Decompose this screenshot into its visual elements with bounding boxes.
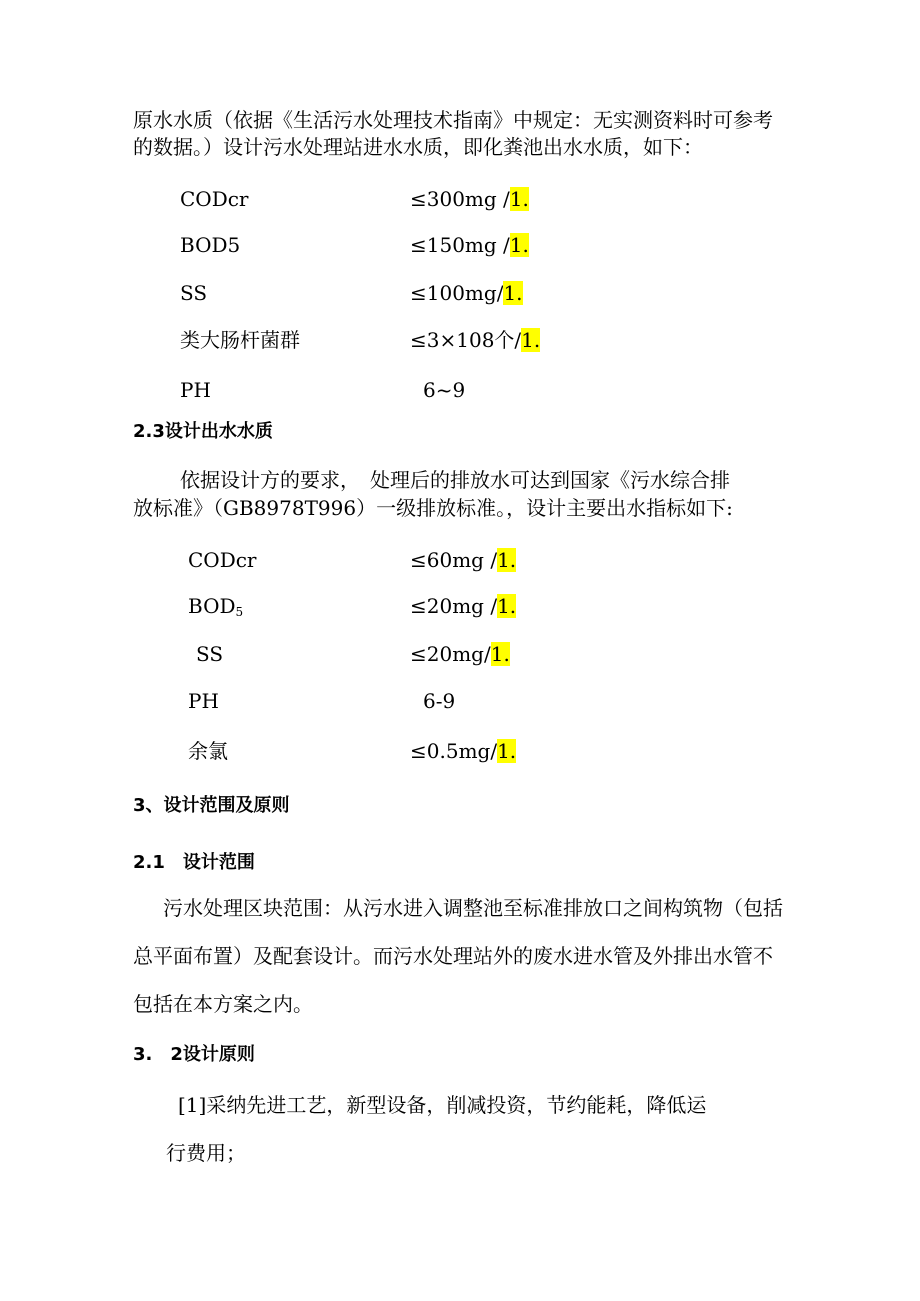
unit-highlight: 1. xyxy=(497,548,517,572)
influent-value: ≤3×108个/1. xyxy=(410,328,541,352)
influent-value: 6~9 xyxy=(423,378,466,402)
section-2-1-para-line-2: 总平面布置）及配套设计。而污水处理站外的废水进水管及外排出水管不 xyxy=(133,944,773,968)
effluent-value: ≤20mg /1. xyxy=(410,594,517,618)
section-2-3-para-line-2: 放标准》（GB8978T996）一级排放标准。，设计主要出水指标如下: xyxy=(133,496,733,520)
unit-highlight: 1. xyxy=(497,594,517,618)
section-2-1-para-line-1: 污水处理区块范围：从污水进入调整池至标准排放口之间构筑物（包括 xyxy=(163,896,783,920)
unit-highlight: 1. xyxy=(490,642,510,666)
unit-highlight: 1. xyxy=(509,233,529,257)
section-2-3-para-line-1: 依据设计方的要求， 处理后的排放水可达到国家《污水综合排 xyxy=(180,468,730,492)
section-3-heading: 3、设计范围及原则 xyxy=(133,795,290,816)
section-3-2-heading: 3. 2设计原则 xyxy=(133,1044,255,1065)
effluent-label: SS xyxy=(196,642,224,666)
effluent-value: ≤0.5mg/1. xyxy=(410,739,517,763)
influent-label: BOD5 xyxy=(180,233,241,257)
intro-line-1: 原水水质（依据《生活污水处理技术指南》中规定：无实测资料时可参考 xyxy=(133,108,773,132)
influent-value: ≤100mg/1. xyxy=(410,281,523,305)
influent-value: ≤300mg /1. xyxy=(410,187,529,211)
unit-highlight: 1. xyxy=(521,328,541,352)
section-2-1-para-line-3: 包括在本方案之内。 xyxy=(133,992,313,1016)
effluent-label: PH xyxy=(188,689,219,713)
principle-item-1-line-1: [1]采纳先进工艺，新型设备，削减投资，节约能耗，降低运 xyxy=(178,1093,707,1117)
influent-label: PH xyxy=(180,378,211,402)
effluent-value: 6-9 xyxy=(423,689,456,713)
section-2-3-heading: 2.3设计出水水质 xyxy=(133,421,273,442)
effluent-value: ≤20mg/1. xyxy=(410,642,510,666)
effluent-value: ≤60mg /1. xyxy=(410,548,517,572)
unit-highlight: 1. xyxy=(497,739,517,763)
influent-label: SS xyxy=(180,281,208,305)
influent-value: ≤150mg /1. xyxy=(410,233,529,257)
unit-highlight: 1. xyxy=(503,281,523,305)
intro-line-2: 的数据。）设计污水处理站进水水质，即化粪池出水水质，如下： xyxy=(133,135,703,159)
effluent-label: CODcr xyxy=(188,548,257,572)
principle-item-1-line-2: 行费用； xyxy=(166,1141,246,1165)
effluent-label: 余氯 xyxy=(188,739,228,763)
influent-label: 类大肠杆菌群 xyxy=(180,328,300,352)
influent-label: CODcr xyxy=(180,187,249,211)
unit-highlight: 1. xyxy=(509,187,529,211)
section-2-1-heading: 2.1 设计范围 xyxy=(133,852,255,873)
effluent-label: $BOD_5$ xyxy=(188,594,244,619)
